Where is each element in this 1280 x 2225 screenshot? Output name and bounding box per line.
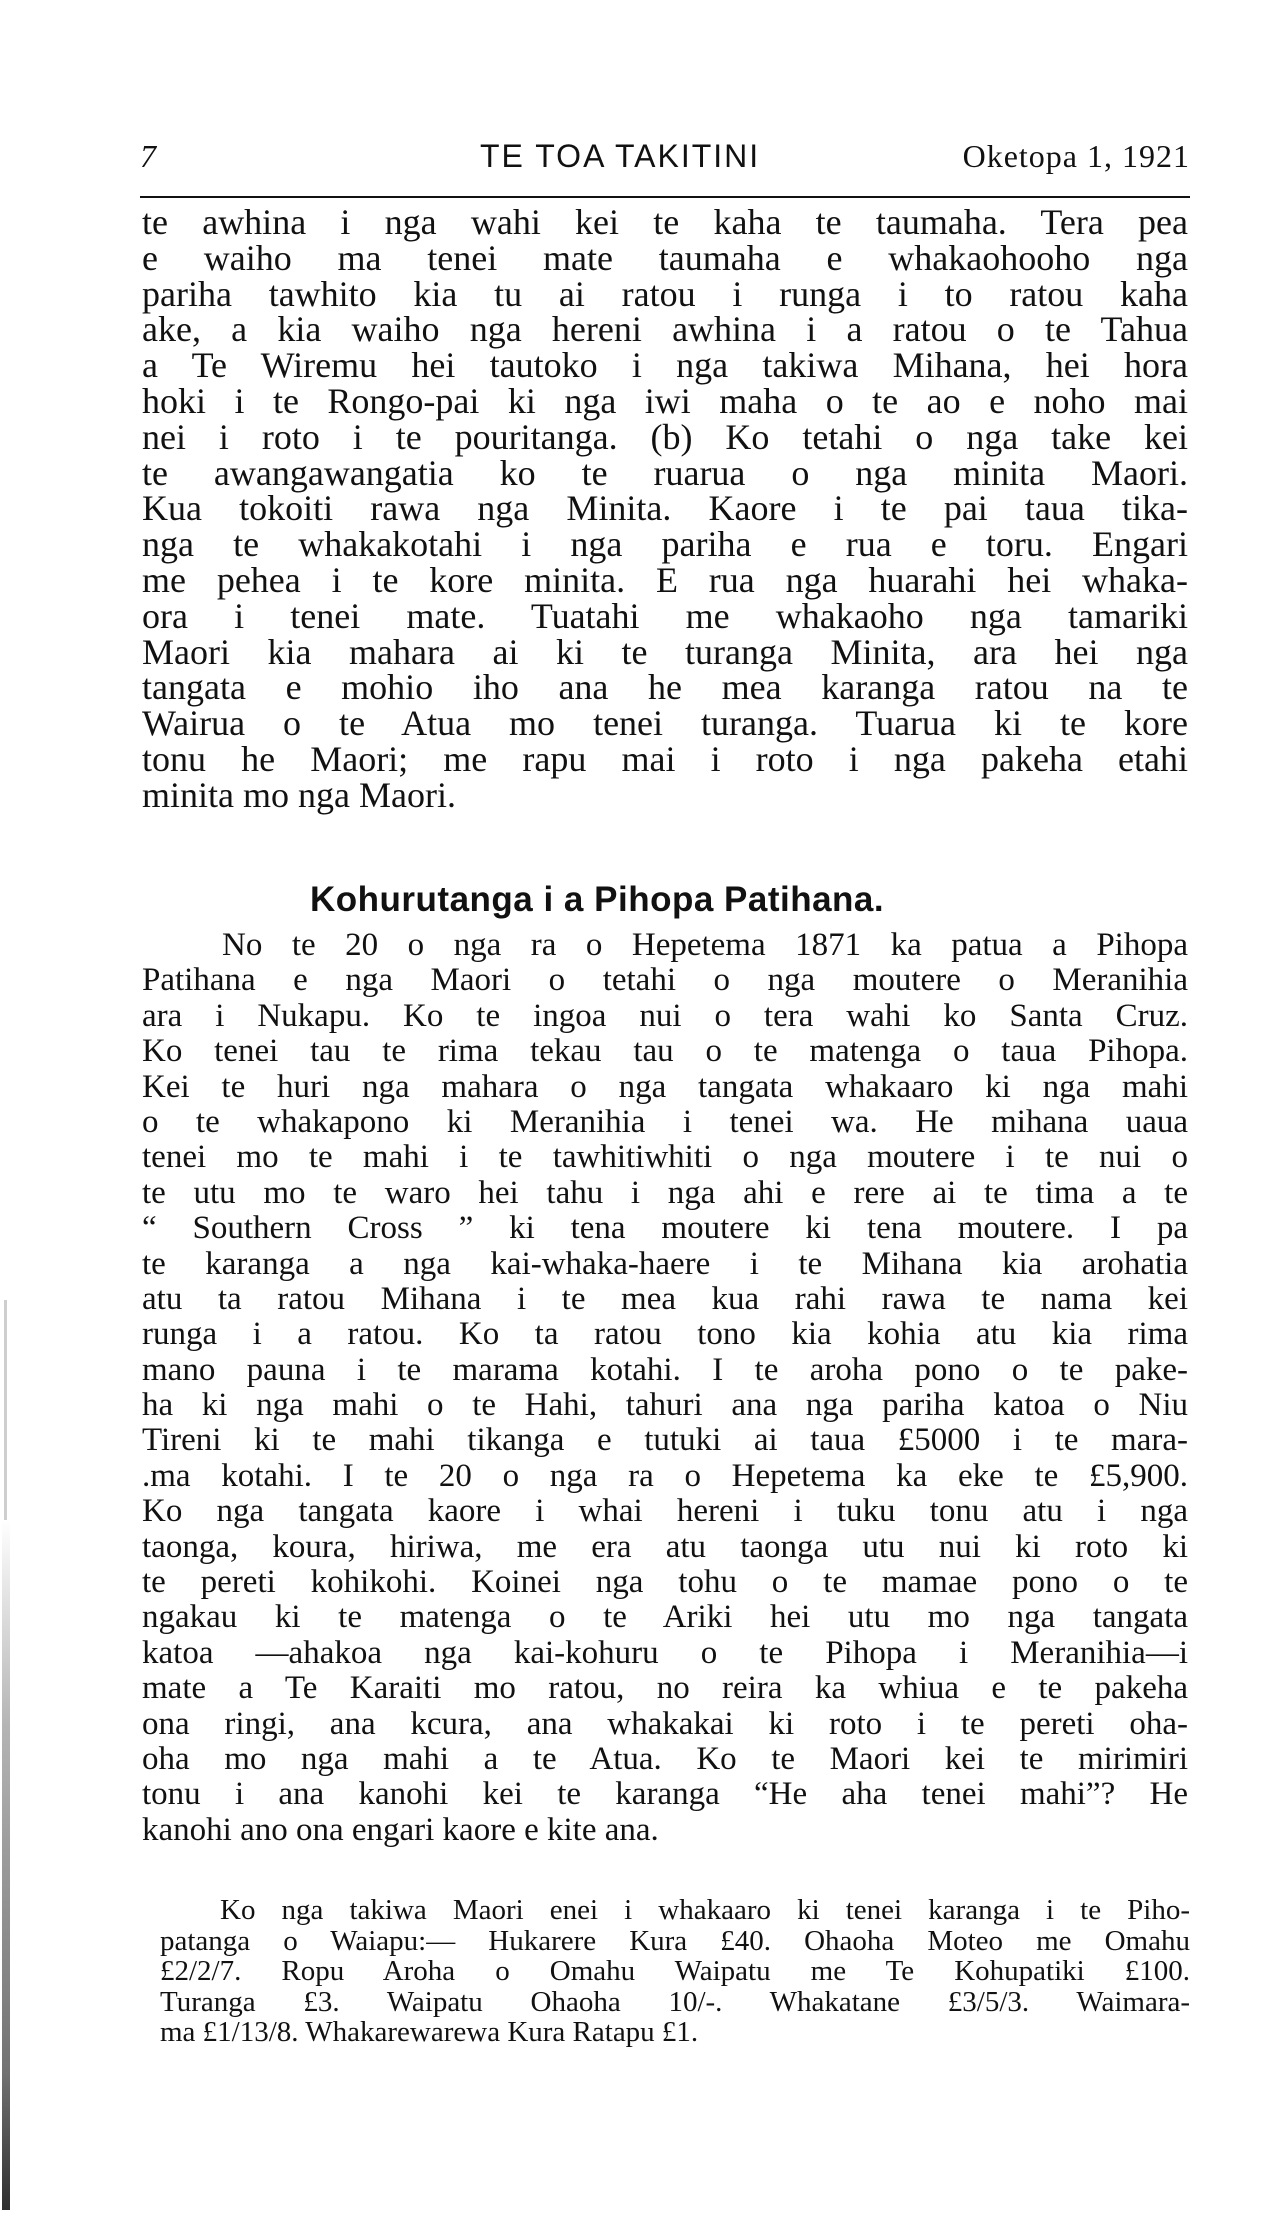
text-line: Maori kia mahara ai ki te turanga Minita, ara hei nga — [142, 631, 1188, 672]
text-line: ona ringi, ana kcura, ana whakakai ki roto i te pereti oha- — [142, 1705, 1188, 1742]
text-line: a Te Wiremu hei tautoko i nga takiwa Mihana, hei hora — [142, 345, 1188, 386]
text-line: Turanga £3. Waipatu Ohaoha 10/-. Whakatane £3/5/3. Waimara- — [160, 1985, 1190, 2018]
text-line: Kei te huri nga mahara o nga tangata whakaaro ki nga mahi — [142, 1068, 1188, 1105]
text-line: te awangawangatia ko te ruarua o nga minita Maori. — [142, 452, 1188, 493]
text-line: “ Southern Cross ” ki tena moutere ki tena moutere. I pa — [142, 1210, 1188, 1247]
text-line: ha ki nga mahi o te Hahi, tahuri ana nga pariha katoa o Niu — [142, 1387, 1188, 1424]
binding-edge-mark — [4, 1300, 7, 1520]
issue-date: Oketopa 1, 1921 — [962, 138, 1190, 174]
text-line: ara i Nukapu. Ko te ingoa nui o tera wahi ko Santa Cruz. — [142, 997, 1188, 1034]
text-line: kanohi ano ona engari kaore e kite ana. — [142, 1811, 659, 1848]
text-line: Kua tokoiti rawa nga Minita. Kaore i te pai taua tika- — [142, 488, 1188, 529]
text-line: mano pauna i te marama kotahi. I te aroha pono o te pake- — [142, 1351, 1188, 1388]
text-line: te utu mo te waro hei tahu i nga ahi e rere ai te tima a te — [142, 1174, 1188, 1211]
text-line: Wairua o te Atua mo tenei turanga. Tuarua ki te kore — [142, 703, 1188, 744]
text-line: .ma kotahi. I te 20 o nga ra o Hepetema ka eke te £5,900. — [142, 1457, 1188, 1494]
intro-paragraph — [142, 202, 1188, 815]
text-line: runga i a ratou. Ko ta ratou tono kia kohia atu kia rima — [142, 1316, 1188, 1353]
text-line: No te 20 o nga ra o Hepetema 1871 ka patua a Pihopa — [222, 927, 1188, 963]
text-line: patanga o Waiapu:— Hukarere Kura £40. Ohaoha Moteo me Omahu — [160, 1924, 1190, 1957]
text-line: hoki i te Rongo-pai ki nga iwi maha o te ao e noho mai — [142, 380, 1188, 421]
text-line: katoa —ahakoa nga kai-kohuru o te Pihopa i Meranihia—i — [142, 1634, 1188, 1671]
text-line: tenei mo te mahi i te tawhitiwhiti o nga moutere i te nui o — [142, 1139, 1188, 1176]
publication-title: TE TOA TAKITINI — [480, 138, 761, 174]
text-line: ngakau ki te matenga o te Ariki hei utu mo nga tangata — [142, 1599, 1188, 1636]
binding-edge-shadow — [2, 1520, 10, 2210]
text-line: Ko tenei tau te rima tekau tau o te matenga o taua Pihopa. — [142, 1033, 1188, 1070]
page-header — [140, 138, 1190, 188]
text-line: taonga, koura, hiriwa, me era atu taonga utu nui ki roto ki — [142, 1528, 1188, 1565]
donation-note — [160, 1895, 1190, 2048]
page-number: 7 — [140, 138, 157, 174]
text-line: te awhina i nga wahi kei te kaha te taumaha. Tera pea — [142, 202, 1188, 242]
article-heading: Kohurutanga i a Pihopa Patihana. — [310, 880, 885, 919]
article-body — [142, 928, 1188, 1848]
text-line: tonu he Maori; me rapu mai i roto i nga pakeha etahi — [142, 738, 1188, 779]
text-line: atu ta ratou Mihana i te mea kua rahi rawa te nama kei — [142, 1280, 1188, 1317]
header-rule — [140, 196, 1190, 198]
text-line: pariha tawhito kia tu ai ratou i runga i to ratou kaha — [142, 273, 1188, 314]
text-line: tonu i ana kanohi kei te karanga “He aha tenei mahi”? He — [142, 1776, 1188, 1813]
text-line: ake, a kia waiho nga hereni awhina i a ratou o te Tahua — [142, 309, 1188, 350]
text-line: Ko nga tangata kaore i whai hereni i tuku tonu atu i nga — [142, 1493, 1188, 1530]
text-line: nei i roto i te pouritanga. (b) Ko tetahi o nga take kei — [142, 416, 1188, 457]
text-line: te pereti kohikohi. Koinei nga tohu o te mamae pono o te — [142, 1564, 1188, 1601]
text-line: Ko nga takiwa Maori enei i whakaaro ki tenei karanga i te Piho- — [220, 1894, 1190, 1926]
text-line: te karanga a nga kai-whaka-haere i te Mihana kia arohatia — [142, 1245, 1188, 1282]
text-line: mate a Te Karaiti mo ratou, no reira ka whiua e te pakeha — [142, 1670, 1188, 1707]
text-line: oha mo nga mahi a te Atua. Ko te Maori kei te mirimiri — [142, 1740, 1188, 1777]
text-line: ora i tenei mate. Tuatahi me whakaoho nga tamariki — [142, 595, 1188, 636]
text-line: e waiho ma tenei mate taumaha e whakaohooho nga — [142, 237, 1188, 278]
text-line: nga te whakakotahi i nga pariha e rua e toru. Engari — [142, 524, 1188, 565]
text-line: Patihana e nga Maori o tetahi o nga moutere o Meranihia — [142, 962, 1188, 999]
text-line: minita mo nga Maori. — [142, 774, 456, 815]
text-line: Tireni ki te mahi tikanga e tutuki ai taua £5000 i te mara- — [142, 1422, 1188, 1459]
text-line: ma £1/13/8. Whakarewarewa Kura Ratapu £1. — [160, 2016, 699, 2048]
text-line: £2/2/7. Ropu Aroha o Omahu Waipatu me Te Kohupatiki £100. — [160, 1955, 1190, 1987]
text-line: tangata e mohio iho ana he mea karanga ratou na te — [142, 667, 1188, 708]
text-line: o te whakapono ki Meranihia i tenei wa. He mihana uaua — [142, 1103, 1188, 1140]
text-line: me pehea i te kore minita. E rua nga huarahi hei whaka- — [142, 559, 1188, 600]
